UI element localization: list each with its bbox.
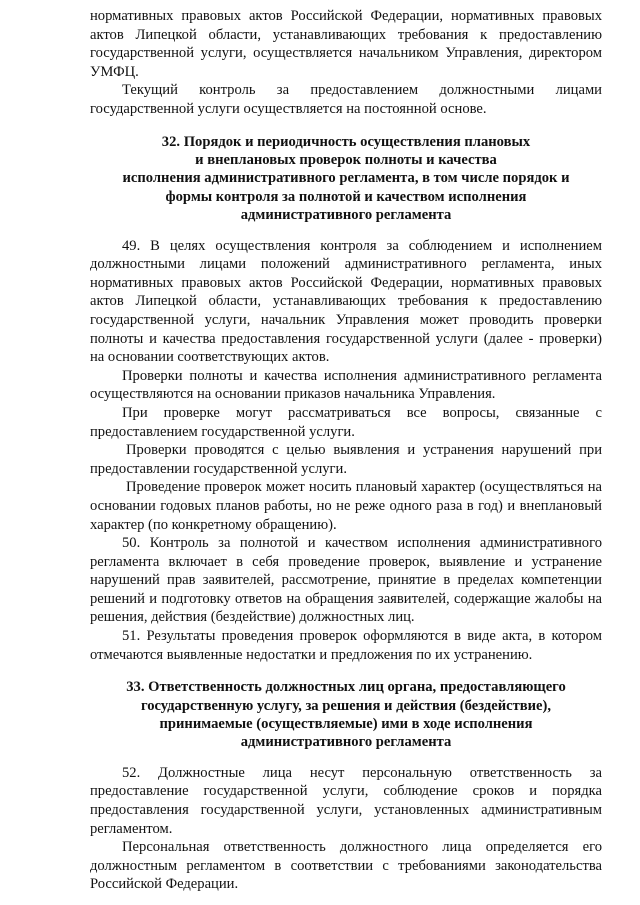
section-32-heading — [90, 133, 602, 225]
section-33-heading-line: государственную услугу, за решения и действия (бездействие), — [140, 697, 552, 714]
section-33-heading-line: 33. Ответственность должностных лиц органа, предоставляющего — [126, 679, 566, 696]
intro-paragraph-continuation: нормативных правовых актов Российской Федерации, нормативных правовых актов Липецкой области, устанавливающих требования к предоставлению государственной услуги, осуществляется начальником Управления, директором УМФЦ. — [90, 8, 602, 80]
section-32-heading-line: и внеплановых проверок полноты и качества — [195, 151, 497, 168]
spacer — [90, 119, 602, 133]
section-32-heading-line: исполнения административного регламента, в том числе порядок и — [122, 170, 570, 187]
spacer — [90, 752, 602, 764]
paragraph-49: 49. В целях осуществления контроля за соблюдением и исполнением должностными лицами положений административного регламента, иных нормативных правовых актов Российской Федерации, нормативных правовых актов Липецкой области, устанавливающих требования к предоставлению государственной услуги, начальник Управления может проводить проверки полноты и качества предоставления государственной услуги (далее - проверки) на основании соответствующих актов. — [90, 237, 602, 366]
paragraph-checks-purpose: Проверки проводятся с целью выявления и устранения нарушений при предоставлении государственной услуги. — [90, 442, 602, 477]
paragraph-52: 52. Должностные лица несут персональную ответственность за предоставление государственной услуги, соблюдение сроков и порядка предоставления государственной услуги, установленных административным регламентом. — [90, 764, 602, 837]
spacer — [90, 664, 602, 678]
section-33-heading-line: принимаемые (осуществляемые) ими в ходе исполнения — [159, 716, 533, 733]
paragraph-personal-responsibility: Персональная ответственность должностного лица определяется его должностным регламентом в соответствии с требованиями законодательства Российской Федерации. — [90, 839, 602, 893]
section-33-heading-line: административного регламента — [240, 734, 452, 751]
spacer — [90, 225, 602, 237]
intro-paragraph-current-control: Текущий контроль за предоставлением должностными лицами государственной услуги осуществляется на постоянной основе. — [90, 82, 602, 117]
section-32-heading-line: административного регламента — [240, 207, 452, 224]
section-32-heading-line: формы контроля за полнотой и качеством исполнения — [165, 188, 527, 205]
paragraph-checks-questions: При проверке могут рассматриваться все вопросы, связанные с предоставлением государственной услуги. — [90, 404, 602, 440]
section-33-heading — [90, 678, 602, 752]
paragraph-checks-character: Проведение проверок может носить плановый характер (осуществляться на основании годовых планов работы, но не реже одного раза в год) и внеплановый характер (по конкретному обращению). — [90, 479, 602, 533]
paragraph-checks-basis: Проверки полноты и качества исполнения административного регламента осуществляются на основании приказов начальника Управления. — [90, 367, 602, 403]
section-32-heading-line: 32. Порядок и периодичность осуществления плановых — [161, 133, 531, 150]
paragraph-50: 50. Контроль за полнотой и качеством исполнения административного регламента включает в себя проведение проверок, выявление и устранение нарушений прав заявителей, рассмотрение, принятие в пределах компетенции решений и подготовку ответов на обращения заявителей, содержащие жалобы на решения, действия (бездействие) должностных лиц. — [90, 535, 602, 626]
paragraph-51: 51. Результаты проведения проверок оформляются в виде акта, в котором отмечаются выявленные недостатки и предложения по их устранению. — [90, 628, 602, 663]
